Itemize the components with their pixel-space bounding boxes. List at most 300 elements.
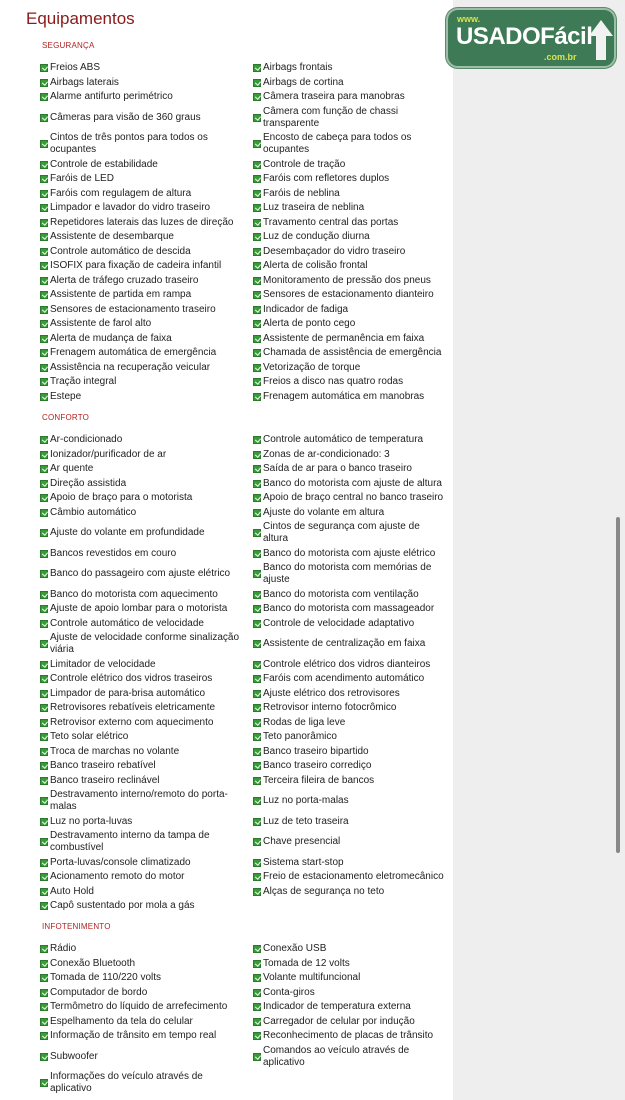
checkmark-icon [40,306,48,314]
checkmark-icon [40,291,48,299]
checkmark-icon [40,1032,48,1040]
checkmark-icon [40,873,48,881]
equipment-label: Apoio de braço para o motorista [50,492,193,503]
checkmark-icon [40,349,48,357]
equipment-item [253,303,453,318]
equipment-item [253,274,453,289]
equipment-item [253,829,453,856]
equipment-item [253,433,453,448]
equipment-item [253,131,453,158]
equipment-item [40,332,253,347]
page-title: Equipamentos [26,9,135,28]
equipment-label: Computador de bordo [50,986,148,998]
checkmark-icon [253,436,261,444]
checkmark-icon [253,960,261,968]
equipment-item [253,815,453,830]
equipment-label: Câmera traseira para manobras [263,91,405,102]
checkmark-icon [40,818,48,826]
equipment-label: Banco do motorista com ventilação [263,588,419,600]
checkmark-icon [40,550,48,558]
checkmark-icon [253,378,261,386]
checkmark-icon [40,480,48,488]
equipment-item [40,1000,253,1015]
equipment-label: Câmeras para visão de 360 graus [50,111,201,123]
equipment-label: Airbags de cortina [263,76,344,88]
checkmark-icon [40,605,48,613]
equipment-item [253,520,453,547]
equipment-label: Faróis com refletores duplos [263,173,390,184]
equipment-item [40,957,253,972]
checkmark-icon [253,509,261,517]
equipment-item [40,230,253,245]
equipment-label: Capô sustentado por mola a gás [50,900,195,911]
checkmark-icon [253,140,261,148]
equipment-item [40,76,253,91]
usadofacil-logo[interactable] [446,8,616,68]
checkmark-icon [253,838,261,846]
equipment-item [40,561,253,588]
checkmark-icon [253,974,261,982]
equipment-label: Assistente de farol alto [50,318,152,329]
checkmark-icon [253,465,261,473]
checkmark-icon [40,436,48,444]
equipment-label: Tomada de 12 volts [263,957,350,969]
checkmark-icon [253,1032,261,1040]
equipment-label: Ionizador/purificador de ar [50,448,167,460]
equipment-label: Subwoofer [50,1050,98,1062]
equipment-list [40,942,453,1097]
checkmark-icon [40,204,48,212]
equipment-label: Alarme antifurto perimétrico [50,91,173,102]
equipment-label: Direção assistida [50,477,127,489]
checkmark-icon [253,93,261,101]
checkmark-icon [253,79,261,87]
equipment-item [253,76,453,91]
equipment-label: Porta-luvas/console climatizado [50,856,191,868]
checkmark-icon [40,888,48,896]
equipment-item [253,201,453,216]
equipment-item [253,986,453,1001]
equipment-item [253,462,453,477]
equipment-item [253,390,453,405]
logo-domain: .com.br [544,52,577,62]
equipment-item [253,687,453,702]
equipment-label: Ar quente [50,463,94,474]
equipment-label: Faróis com regulagem de altura [50,187,192,199]
equipment-item [40,588,253,603]
equipment-label: Assistente de desembarque [50,231,174,242]
equipment-label: Freios a disco nas quatro rodas [263,376,404,387]
checkmark-icon [253,620,261,628]
equipment-item [253,759,453,774]
equipment-item [40,201,253,216]
equipment-item [40,216,253,231]
equipment-item [253,774,453,789]
equipment-item [40,1070,253,1097]
checkmark-icon [253,161,261,169]
equipment-item [40,462,253,477]
equipment-label: Reconhecimento de placas de trânsito [263,1030,434,1041]
checkmark-icon [253,306,261,314]
equipment-item [40,288,253,303]
checkmark-icon [40,277,48,285]
equipment-label: Desembaçador do vidro traseiro [263,245,406,257]
checkmark-icon [40,64,48,72]
checkmark-icon [40,465,48,473]
equipment-label: Espelhamento da tela do celular [50,1015,193,1027]
equipment-label: Frenagem automática de emergência [50,347,217,358]
equipment-label: Alerta de ponto cego [263,318,356,329]
equipment-label: Cintos de três pontos para todos os ocupantes [50,132,208,155]
equipment-item [40,788,253,815]
equipment-label: Sensores de estacionamento traseiro [50,303,216,315]
equipment-item [253,971,453,986]
checkmark-icon [253,451,261,459]
checkmark-icon [40,838,48,846]
equipment-label: Faróis de neblina [263,187,340,199]
equipment-item [40,971,253,986]
equipment-label: Saída de ar para o banco traseiro [263,463,412,474]
equipment-label: Ajuste de velocidade conforme sinalização viária [50,632,239,655]
equipment-label: Ajuste de apoio lombar para o motorista [50,603,228,614]
equipment-label: Teto solar elétrico [50,731,129,742]
checkmark-icon [253,529,261,537]
checkmark-icon [40,93,48,101]
checkmark-icon [40,335,48,343]
checkmark-icon [40,591,48,599]
equipment-item [253,1015,453,1030]
equipment-label: Teto panorâmico [263,731,337,742]
equipment-label: Indicador de temperatura externa [263,1001,411,1012]
equipment-item [40,158,253,173]
equipment-label: Monitoramento de pressão dos pneus [263,274,431,286]
equipment-label: Alças de segurança no teto [263,885,385,897]
checkmark-icon [253,364,261,372]
checkmark-icon [253,550,261,558]
equipment-label: Repetidores laterais das luzes de direção [50,216,234,228]
equipment-label: Controle de velocidade adaptativo [263,617,415,629]
checkmark-icon [40,320,48,328]
equipment-item [40,520,253,547]
checkmark-icon [40,902,48,910]
checkmark-icon [40,1053,48,1061]
equipment-item [253,61,453,76]
equipment-item [40,1015,253,1030]
checkmark-icon [40,777,48,785]
checkmark-icon [253,320,261,328]
equipment-label: Retrovisor externo com aquecimento [50,716,214,728]
equipment-label: Carregador de celular por indução [263,1015,415,1027]
equipment-item [40,730,253,745]
equipment-label: Alerta de colisão frontal [263,260,368,271]
checkmark-icon [40,1003,48,1011]
equipment-item [253,1000,453,1015]
equipment-item [40,477,253,492]
checkmark-icon [40,378,48,386]
equipment-item [253,105,453,132]
equipment-label: Luz traseira de neblina [263,202,365,213]
equipment-item [253,602,453,617]
checkmark-icon [253,591,261,599]
checkmark-icon [253,570,261,578]
checkmark-icon [40,1018,48,1026]
equipment-label: Luz no porta-luvas [50,815,133,827]
checkmark-icon [40,233,48,241]
equipment-item [253,672,453,687]
equipment-label: Bancos revestidos em couro [50,547,177,559]
equipment-item [253,1044,453,1071]
equipment-item [253,259,453,274]
checkmark-icon [253,888,261,896]
equipment-label: Chamada de assistência de emergência [263,347,442,358]
checkmark-icon [253,762,261,770]
equipment-label: Apoio de braço central no banco traseiro [263,492,444,503]
checkmark-icon [253,605,261,613]
equipment-item [253,361,453,376]
equipment-item [40,1044,253,1071]
equipment-item [40,61,253,76]
checkmark-icon [253,114,261,122]
equipment-label: Informações do veículo através de aplicativo [50,1071,203,1094]
equipment-item [253,658,453,673]
checkmark-icon [40,859,48,867]
equipment-item [40,245,253,260]
equipment-list [40,61,453,404]
equipment-label: Banco do motorista com ajuste elétrico [263,547,436,559]
equipment-label: Câmera com função de chassi transparente [263,105,399,129]
equipment-item [253,870,453,885]
equipment-label: Acionamento remoto do motor [50,871,185,882]
logo-name: USADOFácil [456,23,593,50]
equipment-item [40,303,253,318]
equipment-item [40,986,253,1001]
checkmark-icon [253,733,261,741]
equipment-label: Banco do motorista com aquecimento [50,588,218,600]
equipment-label: Airbags laterais [50,76,119,88]
equipment-item [253,317,453,332]
equipment-item [40,506,253,521]
equipment-label: Indicador de fadiga [263,303,349,315]
checkmark-icon [253,1018,261,1026]
equipment-item [253,332,453,347]
checkmark-icon [40,494,48,502]
equipment-item [253,346,453,361]
equipment-label: Auto Hold [50,885,94,897]
equipment-label: Assistente de centralização em faixa [263,638,426,649]
checkmark-icon [40,704,48,712]
equipment-item [40,433,253,448]
checkmark-icon [40,748,48,756]
equipment-label: Freio de estacionamento eletromecânico [263,871,444,882]
checkmark-icon [40,79,48,87]
checkmark-icon [40,529,48,537]
checkmark-icon [253,262,261,270]
equipment-list [40,433,453,914]
checkmark-icon [40,219,48,227]
checkmark-icon [40,733,48,741]
equipment-label: Terceira fileira de bancos [263,774,375,786]
equipment-item [40,105,253,132]
equipment-item [253,588,453,603]
checkmark-icon [40,509,48,517]
equipment-item [40,491,253,506]
equipment-item [40,687,253,702]
equipment-label: Volante multifuncional [263,972,361,983]
equipment-item [40,346,253,361]
checkmark-icon [253,797,261,805]
checkmark-icon [40,974,48,982]
equipment-item [40,759,253,774]
checkmark-icon [253,248,261,256]
equipment-label: Retrovisor interno fotocrômico [263,702,397,713]
checkmark-icon [40,661,48,669]
equipment-item [40,187,253,202]
equipment-item [40,658,253,673]
equipment-item [253,942,453,957]
section-label: CONFORTO [42,413,90,422]
checkmark-icon [40,797,48,805]
checkmark-icon [40,262,48,270]
equipment-label: Banco traseiro bipartido [263,745,369,757]
equipment-item [253,187,453,202]
equipment-item [253,506,453,521]
checkmark-icon [253,719,261,727]
equipment-item [40,448,253,463]
equipment-label: Controle automático de temperatura [263,434,424,445]
logo-www: www. [457,14,481,24]
equipment-label: Rádio [50,943,77,954]
equipment-item [253,547,453,562]
equipment-item [40,631,253,658]
checkmark-icon [253,777,261,785]
equipment-label: Travamento central das portas [263,216,399,228]
checkmark-icon [253,349,261,357]
checkmark-icon [253,1053,261,1061]
equipment-label: Controle de tração [263,158,346,170]
equipment-label: Ajuste elétrico dos retrovisores [263,687,400,699]
equipment-label: Banco do motorista com massageador [263,603,435,614]
equipment-item [40,856,253,871]
equipment-item [253,745,453,760]
equipment-item [253,375,453,390]
equipment-label: Controle elétrico dos vidros dianteiros [263,658,431,670]
checkmark-icon [40,114,48,122]
equipment-item [253,216,453,231]
equipment-label: Assistente de permanência em faixa [263,332,425,344]
equipment-item [40,131,253,158]
scrollbar[interactable] [616,517,620,853]
equipment-label: Luz de teto traseira [263,815,349,827]
equipment-item [40,317,253,332]
equipment-item [253,172,453,187]
checkmark-icon [40,675,48,683]
equipment-label: Zonas de ar-condicionado: 3 [263,448,390,460]
equipment-item [40,885,253,900]
equipment-item [40,716,253,731]
equipment-item [253,448,453,463]
checkmark-icon [40,690,48,698]
checkmark-icon [253,291,261,299]
checkmark-icon [253,233,261,241]
equipment-item [40,274,253,289]
equipment-item [40,815,253,830]
equipment-label: Banco do motorista com memórias de ajuste [263,562,432,585]
checkmark-icon [253,393,261,401]
equipment-item [40,375,253,390]
checkmark-icon [40,161,48,169]
equipment-label: Limitador de velocidade [50,658,156,670]
equipment-label: Controle elétrico dos vidros traseiros [50,673,213,684]
equipment-label: ISOFIX para fixação de cadeira infantil [50,260,222,271]
equipment-label: Troca de marchas no volante [50,745,180,757]
equipment-label: Ajuste do volante em altura [263,506,385,518]
equipment-label: Tração integral [50,376,117,387]
checkmark-icon [253,859,261,867]
checkmark-icon [40,190,48,198]
equipment-label: Conexão USB [263,943,327,954]
checkmark-icon [253,64,261,72]
checkmark-icon [253,690,261,698]
equipment-label: Estepe [50,390,82,402]
equipment-item [253,788,453,815]
checkmark-icon [253,640,261,648]
equipment-label: Faróis de LED [50,173,114,184]
checkmark-icon [253,704,261,712]
equipment-item [253,856,453,871]
equipment-item [40,90,253,105]
checkmark-icon [253,1003,261,1011]
equipment-label: Câmbio automático [50,506,137,518]
checkmark-icon [40,989,48,997]
equipment-label: Banco traseiro reclinável [50,774,160,786]
equipment-label: Rodas de liga leve [263,716,346,728]
checkmark-icon [40,620,48,628]
checkmark-icon [40,960,48,968]
checkmark-icon [40,248,48,256]
checkmark-icon [40,393,48,401]
equipment-item [40,701,253,716]
equipment-label: Controle de estabilidade [50,158,158,170]
equipment-label: Termômetro do líquido de arrefecimento [50,1001,228,1012]
equipment-label: Assistente de partida em rampa [50,289,192,300]
equipment-label: Ar-condicionado [50,434,123,445]
checkmark-icon [253,175,261,183]
equipment-item [253,245,453,260]
checkmark-icon [40,945,48,953]
equipment-label: Assistência na recuperação veicular [50,361,211,373]
checkmark-icon [253,335,261,343]
checkmark-icon [253,989,261,997]
equipment-item [253,90,453,105]
equipment-label: Sistema start-stop [263,856,344,868]
equipment-label: Chave presencial [263,836,341,847]
equipment-item [40,361,253,376]
equipment-label: Frenagem automática em manobras [263,390,425,402]
checkmark-icon [40,1079,48,1087]
equipment-label: Faróis com acendimento automático [263,673,425,684]
equipment-item [253,957,453,972]
equipment-item [253,701,453,716]
equipment-item [253,716,453,731]
equipment-label: Destravamento interno da tampa de combustível [50,830,210,853]
arrow-up-icon [588,18,614,62]
equipment-item [253,491,453,506]
equipment-label: Luz de condução diurna [263,231,370,242]
equipment-label: Limpador de para-brisa automático [50,687,206,699]
equipment-item [40,774,253,789]
equipment-label: Banco traseiro corrediço [263,760,372,771]
checkmark-icon [40,364,48,372]
